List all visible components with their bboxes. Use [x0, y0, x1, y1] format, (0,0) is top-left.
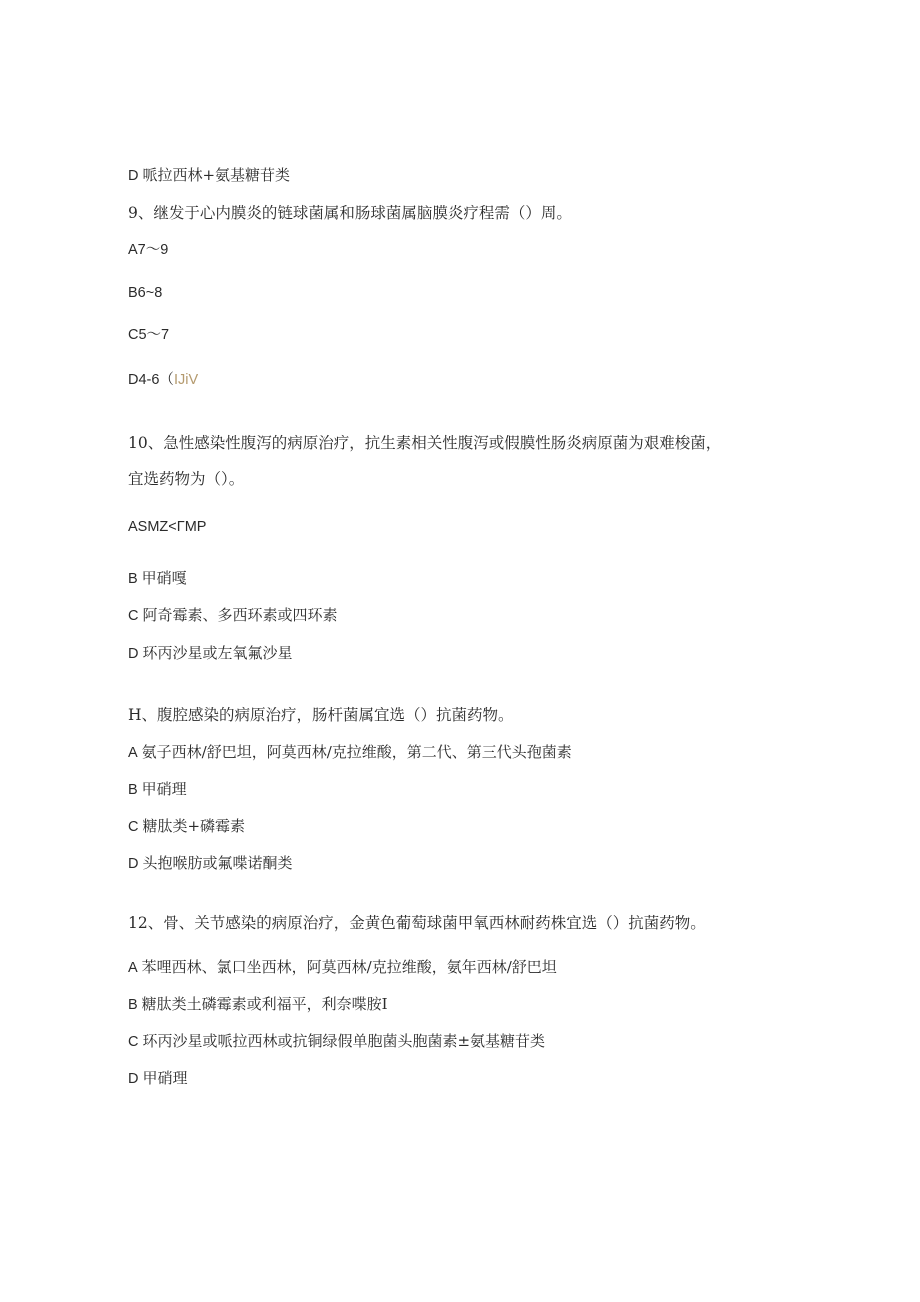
option-text: 糖肽类+磷霉素: [142, 817, 246, 835]
q10-option-b: [128, 568, 187, 589]
q11-option-b: [128, 779, 187, 800]
q9-stem: 9、继发于心内膜炎的链球菌属和肠球菌属脑膜炎疗程需（）周。: [128, 204, 572, 222]
option-text: 甲硝理: [141, 780, 187, 798]
option-letter: C: [128, 1034, 139, 1050]
q10-stem-line1: 10、急性感染性腹泻的病原治疗，抗生素相关性腹泻或假膜性肠炎病原菌为艰难梭菌，: [128, 434, 722, 452]
option-letter: B: [128, 997, 138, 1013]
option-text: 甲硝理: [142, 1069, 188, 1087]
q10-stem-line2: 宜选药物为（）。: [128, 470, 245, 488]
q10-option-a: ASMZ<ΓMP: [128, 519, 207, 535]
option-text: 糖肽类土磷霉素或利福平，利奈喋胺I: [141, 995, 388, 1013]
q10-option-c: [128, 605, 338, 626]
option-letter: A: [128, 745, 138, 761]
option-text: 头抱喉肪或氟喋诺酮类: [142, 854, 293, 872]
option-letter: B: [128, 782, 138, 798]
q11-option-d: [128, 853, 293, 874]
option-text: 苯哩西林、氯口坐西林，阿莫西林/克拉维酸，氨年西林/舒巴坦: [141, 958, 557, 976]
option-text: 环丙沙星或哌拉西林或抗铜绿假单胞菌头胞菌素±氨基糖苷类: [142, 1032, 546, 1050]
q12-option-d: [128, 1068, 188, 1089]
q10-option-d: [128, 643, 293, 664]
q12-stem: 12、骨、关节感染的病原治疗，金黄色葡萄球菌甲氧西林耐药株宜选（）抗菌药物。: [128, 914, 706, 932]
q9-option-d: [128, 370, 198, 390]
option-text: 阿奇霉素、多西环素或四环素: [142, 606, 338, 624]
option-text: 哌拉西林+氨基糖苷类: [142, 166, 291, 184]
q12-option-b: [128, 994, 388, 1015]
q9-option-a: A7～9: [128, 242, 169, 258]
option-letter: C: [128, 819, 139, 835]
q8-option-d: [128, 165, 290, 186]
q11-option-a: [128, 742, 572, 763]
option-text: 氨子西林/舒巴坦，阿莫西林/克拉维酸，第二代、第三代头孢菌素: [141, 743, 572, 761]
option-letter: A: [128, 960, 138, 976]
option-text: 甲硝嘎: [141, 569, 187, 587]
q9-option-c: C5～7: [128, 327, 170, 343]
q12-option-a: [128, 957, 557, 978]
option-letter: D: [128, 1071, 139, 1087]
option-letter: D: [128, 168, 139, 184]
option-text: 环丙沙星或左氧氟沙星: [142, 644, 293, 662]
q11-option-c: [128, 816, 245, 837]
option-letter: C: [128, 608, 139, 624]
option-letter: B: [128, 571, 138, 587]
option-letter: D: [128, 646, 139, 662]
q9-option-b: B6~8: [128, 285, 163, 301]
q12-option-c: [128, 1031, 545, 1052]
option-text-faint: IJiV: [173, 372, 199, 388]
option-letter: D: [128, 856, 139, 872]
option-text: D4-6（: [128, 372, 174, 388]
q11-stem: H、腹腔感染的病原治疗，肠杆菌属宜选（）抗菌药物。: [128, 706, 514, 724]
